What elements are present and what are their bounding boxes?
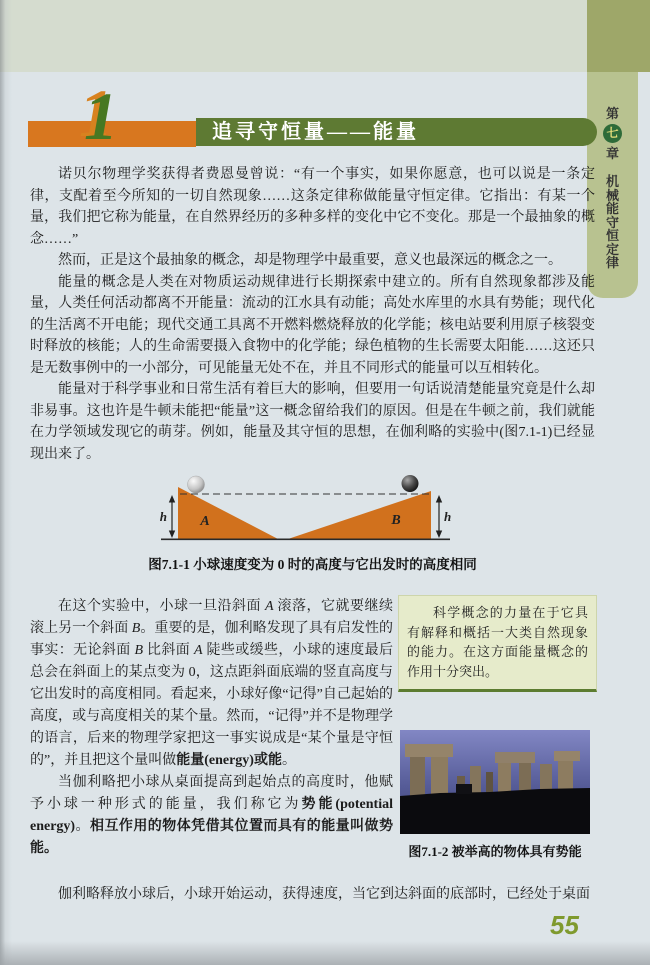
- paragraph-energy-forms: 能量的概念是人类在对物质运动规律进行长期探索中建立的。所有自然现象都涉及能量，人类任何活动都离不开能量：流动的江水具有动能；高处水库里的水具有势能；现代化的生活离不开电能；现代交通工具离不开燃料燃烧释放的化学能；核电站要利用原子核裂变时释放的核能；人的生命需要摄入食物中的化学能；绿色植物的生长需要太阳能……这还只是无数事例中的一小部分，可见能量无处不在，并且不同形式的能量可以互相转化。: [30, 274, 595, 376]
- figure1-caption: 图7.1-1 小球速度变为 0 时的高度与它出发时的高度相同: [148, 557, 477, 572]
- paragraph-newton-galileo: 能量对于科学事业和日常生活有着巨大的影响，但要用一句话说清楚能量究竟是什么却非易事。这也许是牛顿未能把“能量”这一概念留给我们的原因。但是在牛顿之前，我们就能在力学领域发现它的萌芽。例如，能量及其守恒的思想，在伽利略的实验中(图7.1-1)已经显现出来了。: [30, 382, 595, 462]
- stonehenge-photo: [400, 730, 590, 834]
- main-text-left-column: [30, 596, 393, 860]
- dark-ball: [402, 475, 419, 492]
- incline-a-shape: [178, 487, 278, 539]
- paragraph-experiment: 在这个实验中，小球一旦沿斜面 A 滚落，它就要继续滚上另一个斜面 B。重要的是，伽利略发现了具有启发性的事实：无论斜面 B 比斜面 A 陡些或缓些，小球的速度最后总会在斜面上的某点变为 0，这点距斜面底端的竖直高度与它出发时的高度相同。看起来，小球好像“记得”自己起始的高度，或与高度相关的某个量。然而，“记得”并不是物理学的语言，后来的物理学家把这一事实说成是“某个量是守恒的”，并且把这个量叫做能量(energy)或能。: [30, 599, 394, 768]
- paragraph-potential-energy: 当伽利略把小球从桌面提高到起始点的高度时，他赋予小球一种形式的能量，我们称它为势能(potential energy)。相互作用的物体凭借其位置而具有的能量叫做势能。: [30, 775, 394, 856]
- height-arrow-right: [436, 495, 442, 538]
- section-number: 1: [84, 78, 118, 154]
- paragraph-release-ball: 伽利略释放小球后，小球开始运动，获得速度，当它到达斜面的底部时，已经处于桌面: [58, 887, 590, 902]
- margin-note-text: 科学概念的力量在于它具有解释和概括一大类自然现象的能力。在这方面能量概念的作用十分突出。: [407, 605, 588, 679]
- top-decor-band: [0, 0, 587, 72]
- margin-note-box: [398, 595, 597, 692]
- paragraph-feynman-quote: 诺贝尔物理学奖获得者费恩曼曾说：“有一个事实，如果你愿意，也可以说是一条定律，支配着至今所知的一切自然现象……这条定律称做能量守恒定律。它指出：有某一个量，我们把它称为能量，在自然界经历的多种多样的变化中它不变化。那是一个最抽象的概念……”: [30, 167, 595, 247]
- section-title-bar: 追寻守恒量——能量: [196, 118, 597, 146]
- incline-b-shape: [288, 491, 431, 539]
- chapter-prefix: 第: [605, 106, 619, 121]
- figure2-caption: 图7.1-2 被举高的物体具有势能: [408, 844, 582, 859]
- chapter-title-vertical: 机械能守恒定律: [605, 174, 619, 270]
- page-bottom-shadow: [0, 941, 650, 965]
- figure-galileo-incline: [158, 457, 453, 545]
- foreground-rock: [456, 784, 472, 794]
- paragraph-abstract-concept: 然而，正是这个最抽象的概念，却是物理学中最重要，意义也最深远的概念之一。: [58, 253, 562, 268]
- height-label-right: h: [444, 509, 452, 524]
- incline-b-label: B: [391, 513, 401, 528]
- light-ball: [188, 476, 205, 493]
- incline-a-label: A: [200, 514, 210, 529]
- photo-ground-silhouette: [400, 788, 590, 834]
- page-left-shadow: [0, 0, 12, 965]
- page-number: 55: [550, 910, 579, 940]
- chapter-number-badge: 七: [603, 124, 622, 143]
- top-decor-band-right: [587, 0, 650, 72]
- height-label-left: h: [159, 509, 167, 524]
- intro-text-block: [30, 164, 595, 465]
- height-arrow-left: [169, 495, 175, 538]
- chapter-suffix: 章: [605, 146, 619, 161]
